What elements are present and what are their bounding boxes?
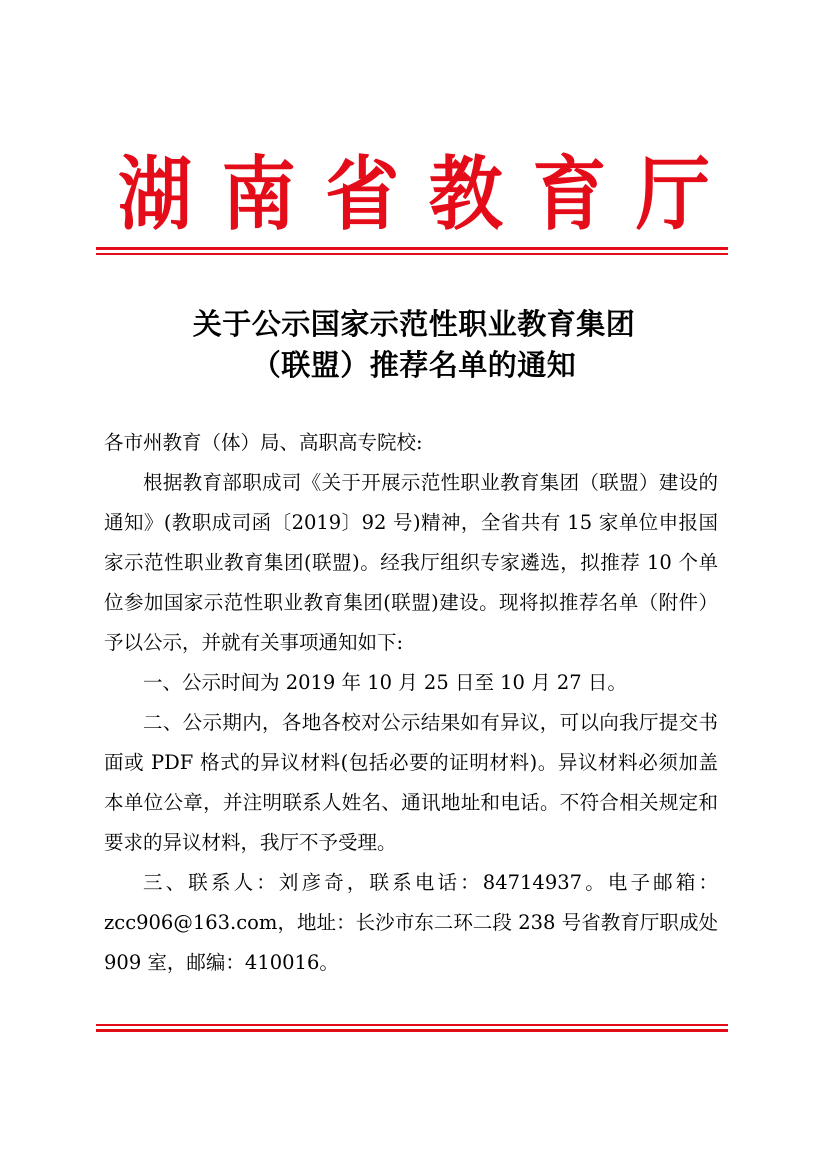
letterhead-char: 南 — [221, 148, 296, 242]
header-rule-thick — [96, 247, 728, 250]
body-paragraph: 二、公示期内，各地各校对公示结果如有异议，可以向我厅提交书面或 PDF 格式的异议材料(包括必要的证明材料)。异议材料必须加盖本单位公章，并注明联系人姓名、通讯地址和电话。不符合相关规定和要求的异议材料，我厅不予受理。 — [104, 711, 718, 854]
letterhead-char: 厅 — [635, 148, 710, 242]
salutation: 各市州教育（体）局、高职高专院校: — [104, 431, 423, 454]
body-paragraph: 一、公示时间为 2019 年 10 月 25 日至 10 月 27 日。 — [143, 671, 627, 694]
letterhead-title — [96, 150, 732, 240]
letterhead-char: 育 — [532, 148, 607, 242]
letterhead-char: 教 — [428, 148, 503, 242]
body-paragraph: 根据教育部职成司《关于开展示范性职业教育集团（联盟）建设的通知》(教职成司函〔2019〕92 号)精神，全省共有 15 家单位申报国家示范性职业教育集团(联盟)。经我厅组织专家遴选，拟推荐 10 个单位参加国家示范性职业教育集团(联盟)建设。现将拟推荐名单（附件）予以公示，并就有关事项通知如下: — [104, 471, 718, 654]
notice-title-line-1: 关于公示国家示范性职业教育集团 — [192, 307, 636, 341]
header-rule-thin — [96, 253, 728, 255]
footer-rule-thick — [96, 1029, 728, 1032]
letterhead-char: 湖 — [118, 148, 192, 242]
letterhead-char: 省 — [325, 148, 400, 242]
body-paragraph: 三、联系人：刘彦奇，联系电话：84714937。电子邮箱：zcc906@163.com，地址：长沙市东二环二段 238 号省教育厅职成处 909 室，邮编：410016。 — [104, 871, 718, 974]
notice-title-line-2: （联盟）推荐名单的通知 — [251, 348, 577, 382]
footer-rule-thin — [96, 1024, 728, 1026]
notice-body — [104, 423, 718, 983]
